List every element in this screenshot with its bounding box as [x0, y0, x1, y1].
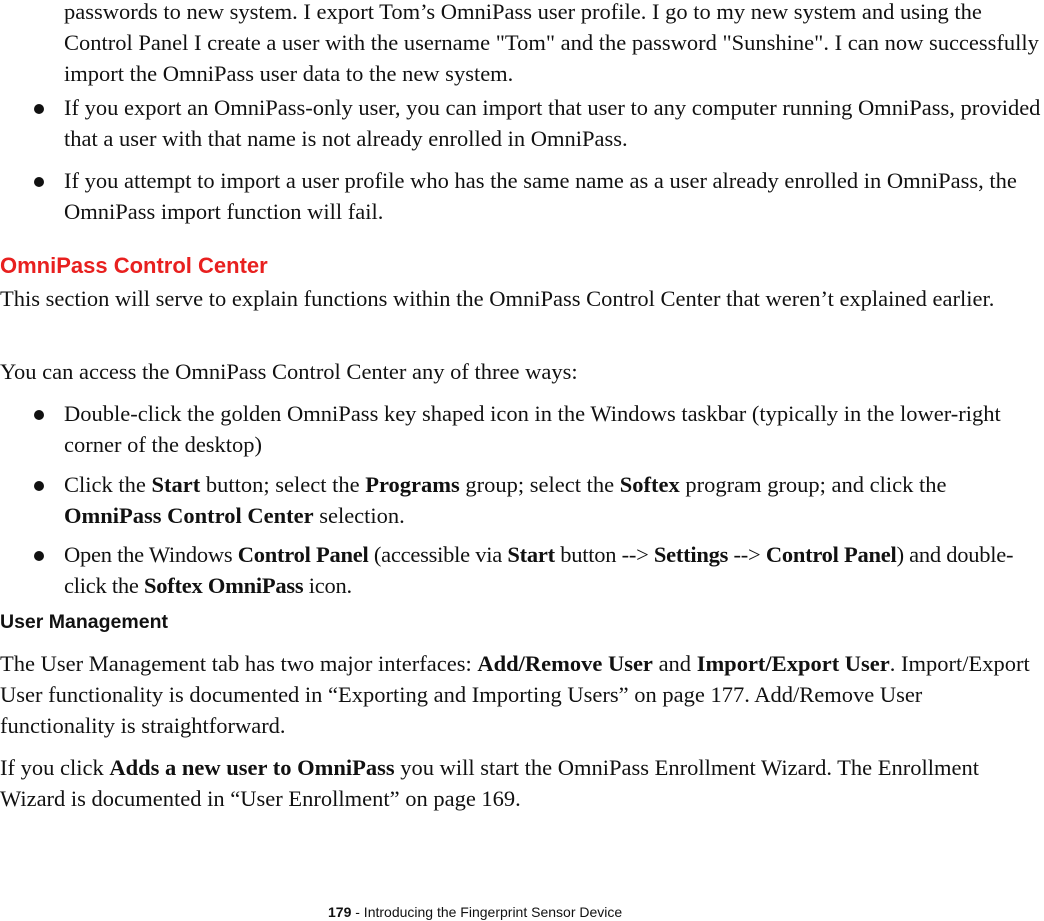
intro-paragraph: passwords to new system. I export Tom’s OmniPass user profile. I go to my new system and using the Control Panel I create a user with the username "Tom" and the password "Sunshine". I can now successfully import the OmniPass user data to the new system.: [64, 0, 1039, 86]
bullet-icon: [34, 104, 44, 114]
footer-title: - Introducing the Fingerprint Sensor Device: [351, 904, 623, 920]
bold-control-panel: Control Panel: [765, 542, 897, 567]
bold-settings: Settings: [653, 542, 729, 567]
page-number: 179: [328, 904, 352, 920]
bold-start: Start: [151, 472, 201, 497]
bold-control-panel: Control Panel: [237, 542, 369, 567]
section-heading-user-management: User Management: [0, 611, 168, 633]
bullet-icon: [34, 551, 44, 561]
bold-omnipass-control-center: OmniPass Control Center: [64, 503, 314, 528]
bold-start: Start: [507, 542, 555, 567]
control-center-paragraph-2: You can access the OmniPass Control Center any of three ways:: [0, 359, 578, 384]
bold-softex-omnipass: Softex OmniPass: [143, 573, 304, 598]
page-footer: [328, 903, 622, 921]
access-bullet-3: Open the Windows Control Panel (accessible via Start button --> Settings --> Control Panel) and double-click the Softex OmniPass icon.: [64, 542, 1014, 598]
bullet-icon: [34, 410, 44, 420]
access-bullet-2: Click the Start button; select the Programs group; select the Softex program group; and click the OmniPass Control Center selection.: [64, 472, 947, 528]
control-center-paragraph-1: This section will serve to explain functions within the OmniPass Control Center that weren’t explained earlier.: [0, 286, 995, 311]
user-management-paragraph-2: If you click Adds a new user to OmniPass you will start the OmniPass Enrollment Wizard. The Enrollment Wizard is documented in “User Enrollment” on page 169.: [0, 755, 980, 811]
bold-adds-new-user: Adds a new user to OmniPass: [109, 755, 395, 780]
user-management-paragraph-1: The User Management tab has two major interfaces: Add/Remove User and Import/Export User. Import/Export User functionality is documented in “Exporting and Importing Users” on page 177. Add/Remove User functionality is straightforward.: [0, 651, 1030, 738]
section-heading-control-center: OmniPass Control Center: [0, 253, 268, 278]
export-bullet-2: If you attempt to import a user profile who has the same name as a user already enrolled in OmniPass, the OmniPass import function will fail.: [64, 168, 1017, 224]
bold-import-export-user: Import/Export User: [696, 651, 890, 676]
export-bullet-1: If you export an OmniPass-only user, you can import that user to any computer running OmniPass, provided that a user with that name is not already enrolled in OmniPass.: [64, 95, 1041, 151]
access-bullet-1: Double-click the golden OmniPass key shaped icon in the Windows taskbar (typically in the lower-right corner of the desktop): [64, 401, 1001, 457]
bullet-icon: [34, 481, 44, 491]
bold-softex: Softex: [619, 472, 680, 497]
bold-add-remove-user: Add/Remove User: [477, 651, 653, 676]
bullet-icon: [34, 177, 44, 187]
bold-programs: Programs: [365, 472, 460, 497]
